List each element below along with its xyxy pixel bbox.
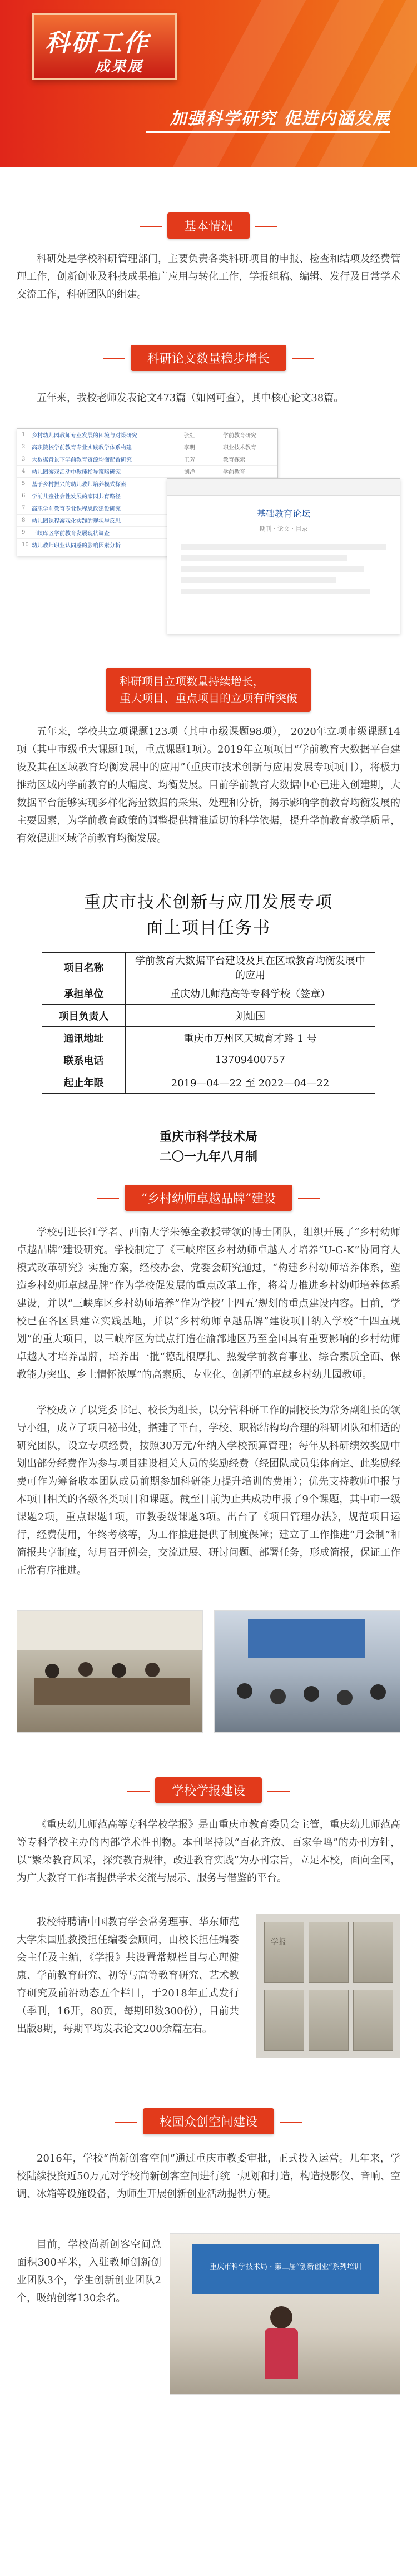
section-badge: 学校学报建设	[155, 1777, 262, 1803]
meeting-photo-1	[17, 1610, 203, 1733]
task-book-key: 联系电话	[42, 1049, 126, 1071]
paper-title[interactable]: 学前儿童社会性发展的家园共育路径	[32, 494, 121, 500]
incubator-text-1: 2016年，学校“尚新创客空间”通过重庆市教委审批，正式投入运营。几年来，学校陆续投资近50万元对学校尚新创客空间进行统一规划和打造，构造投影仪、音响、空调、冰箱等设施设备，为师生开展创新创业活动提供方便。	[17, 2153, 400, 2200]
task-book-row	[42, 1027, 375, 1049]
task-book-issuer: 重庆市科学技术局	[159, 1130, 257, 1144]
paper-number: 10	[22, 542, 29, 548]
incubator-screen	[192, 2244, 379, 2294]
section-badge	[106, 668, 311, 712]
paper-number: 1	[22, 432, 26, 438]
task-book	[22, 890, 395, 1167]
task-book-row	[42, 953, 375, 982]
task-book-value: 刘灿国	[126, 1005, 375, 1027]
section-journal-header	[0, 1777, 417, 1803]
paper-journal: 职业技术教育	[223, 445, 256, 451]
task-book-key: 项目负责人	[42, 1005, 126, 1027]
photo-screen	[248, 1619, 365, 1658]
paper-journal: 学前教育	[223, 469, 245, 476]
task-book-title-2: 面上项目任务书	[146, 918, 271, 938]
placeholder-line	[181, 544, 386, 550]
paper-author: 刘洋	[184, 469, 195, 476]
photo-person	[337, 1690, 353, 1705]
banner-slogan-underline	[146, 131, 390, 133]
journal-book	[309, 1990, 349, 2051]
section-basic-header	[0, 212, 417, 239]
placeholder-line	[181, 589, 370, 594]
task-book-value: 重庆市万州区天城育才路 1 号	[126, 1027, 375, 1049]
paper-title[interactable]: 基于乡村振兴的幼儿教师培养模式探索	[32, 482, 126, 488]
basic-text: 科研处是学校科研管理部门，主要负责各类科研项目的申报、检查和结项及经费管理工作，创新创业及科技成果推广应用与转化工作，学报组稿、编辑、发行及日常学术交流工作，科研团队的组建。	[17, 253, 400, 300]
incubator-photo	[170, 2233, 400, 2395]
paper-number: 4	[22, 468, 26, 474]
task-book-key: 承担单位	[42, 982, 126, 1005]
paper-journal: 教育探索	[223, 457, 245, 463]
paper-author: 张红	[184, 433, 195, 439]
paper-title[interactable]: 幼儿园课程游戏化实践的现状与反思	[32, 518, 121, 525]
task-book-value: 重庆幼儿师范高等专科学校（签章）	[126, 982, 375, 1005]
projects-text: 五年来，学校共立项课题123项（其中市级课题98项）， 2020年立项市级课题14项（其中市级重大课题1项，重点课题1项）。2019年立项项目“学前教育大数据平台建设及其在区域教育均衡发展中的应用”（重庆市技术创新与应用发展专项项目），将极力推动区域内学前教育的大幅度、均衡发展。目前学前教育大数据中心已进入创建期，大数据平台能够实现多样化海量数据的采集、处理和分析，揭示影响学前教育均衡发展的主要因素，为学前教育政策的调整提供精准适切的科学依据，提升学前教育教学质量，有效促进区域学前教育均衡发展。	[17, 726, 400, 844]
section-badge: 校园众创空间建设	[143, 2108, 274, 2134]
banner-title-box	[32, 13, 177, 80]
meeting-photo-2	[214, 1610, 400, 1733]
photo-speaker	[270, 2306, 292, 2328]
section-incubator-header	[0, 2108, 417, 2134]
brand-text-1: 学校引进长江学者、西南大学朱德全教授带领的博士团队，组织开展了“乡村幼师卓越品牌”建设研究。学校制定了《三峡库区乡村幼师卓越人才培养“U-G-K”协同育人模式改革研究》实施方案，经校办会、党委会研究通过，“构建乡村幼师培养体系，塑造乡村幼师卓越品牌”作为学校促发展的重点改革工作，将着力推进乡村幼师培养体系建设，并以“三峡库区乡村幼师培养”作为学校‘十四五’规划的重点建设内容。目前，学校已在各区县建立实践基地，并以“乡村幼师卓越品牌”建设项目纳入学校“十四五规划”的重大项目，以三峡库区为试点打造在渝部地区乃至全国具有重要影响的乡村幼师卓越人才培养品牌，培养出一批“德乱根厚扎、热爱学前教育事业、综合素质全面、保教能力突出、乡土情怀浓厚”的高素质、专业化、创新型的卓越乡村幼儿园教师。	[17, 1227, 400, 1381]
paper-title[interactable]: 高职学前教育专业课程思政建设研究	[32, 506, 121, 512]
journal-book	[353, 1922, 393, 1983]
banner-slogan: 加强科学研究 促进内涵发展	[170, 109, 390, 128]
paper-title[interactable]: 幼儿园游戏活动中教师指导策略研究	[32, 469, 121, 476]
photo-person	[145, 1663, 160, 1677]
paper-row[interactable]	[17, 453, 277, 466]
paper-journal: 学前教育研究	[223, 433, 256, 439]
brand-text-2: 学校成立了以党委书记、校长为组长，以分管科研工作的副校长为常务副组长的领导小组，成立了项目秘书处，搭建了平台，学校、职称结构均合理的科研团队和相适的研究团队，设立专项经费，按照30万元/年纳入学校预算管理；每年从科研绩效奖励中划出部分经费作为参与项目建设相关人员的奖励经费（经团队成员集体商定、此奖励经费可作为筹备收本团队成员前期参加科研能力提升培训的费用）；优先支持教师申报与本项目相关的各级各类项目和课题。截至目前为止共成功申报了9个课题，其中市一级课题2项，重点课题1项，市教委级课题3项。出台了《项目管理办法》，规范项目运行，经费使用，年终考核等，为工作推进提供了制度保障；建立了工作推进“月会制”和简报共享制度，每月召开例会，交流进展、研讨问题、部署任务，形成简报，保证工作正常有序推进。	[17, 1405, 400, 1576]
paper-title[interactable]: 大数据背景下学前教育资源均衡配置研究	[32, 457, 132, 463]
paper-row[interactable]	[17, 466, 277, 478]
paper-number: 9	[22, 530, 26, 536]
paper-number: 6	[22, 493, 26, 499]
task-book-date: 二〇一九年八月制	[159, 1150, 257, 1164]
photo-person	[78, 1662, 93, 1677]
photo-person	[270, 1689, 286, 1704]
section-badge: “乡村幼师卓越品牌”建设	[125, 1185, 293, 1211]
incubator-screen-text: 重庆市科学技术局 · 第二届“创新创业”系列培训	[210, 2263, 361, 2271]
journal-book-label: 学报	[271, 1938, 286, 1947]
header-banner	[0, 0, 417, 167]
journal-book	[309, 1922, 349, 1983]
task-book-key: 起止年限	[42, 1071, 126, 1094]
section-badge: 基本情况	[167, 212, 250, 239]
paper-number: 2	[22, 444, 26, 450]
journal-toolbar	[167, 479, 400, 496]
paper-number: 5	[22, 481, 26, 487]
paper-title[interactable]: 乡村幼儿园教师专业发展的困境与对策研究	[32, 433, 137, 439]
paper-number: 3	[22, 456, 26, 462]
paper-title[interactable]: 幼儿教师职业认同感的影响因素分析	[32, 543, 121, 549]
task-book-title-1: 重庆市技术创新与应用发展专项	[84, 893, 333, 912]
task-book-key: 项目名称	[42, 953, 126, 982]
task-book-row	[42, 1049, 375, 1071]
papers-text: 五年来，我校老师发表论文473篇（如网可查），其中核心论文38篇。	[37, 392, 344, 404]
incubator-text-2: 目前，学校尚新创客空间总面积300平米，入驻教师创新创业团队3个，学生创新创业团队2个，吸纳创客130余名。	[17, 2239, 161, 2304]
section-badge: 科研论文数量稳步增长	[131, 345, 286, 371]
paper-row[interactable]	[17, 429, 277, 441]
task-book-value: 2019—04—22 至 2022—04—22	[126, 1071, 375, 1094]
journal-book	[264, 1922, 304, 1983]
task-book-row	[42, 1005, 375, 1027]
journal-text-1: 《重庆幼儿师范高等专科学校学报》是由重庆市教育委员会主管，重庆幼儿师范高等专科学校主办的内部学术性刊物。本刊坚持以“百花齐放、百家争鸣”的办刊方针，以“繁荣教育风采，探究教育规律，改进教育实践”为办刊宗旨，立足本校，面向全国，为广大教育工作者提供学术交流与展示、服务与借鉴的平台。	[17, 1819, 400, 1884]
paper-row[interactable]	[17, 441, 277, 453]
photo-person	[304, 1686, 319, 1702]
photo-table	[34, 1678, 190, 1705]
journal-screenshot	[167, 478, 400, 634]
paper-author: 李明	[184, 445, 195, 451]
task-book-key: 通讯地址	[42, 1027, 126, 1049]
section-projects-header	[0, 668, 417, 712]
task-book-table	[42, 952, 375, 1094]
photo-wall	[17, 1611, 203, 1650]
task-book-value: 学前教育大数据平台建设及其在区域教育均衡发展中的应用	[126, 953, 375, 982]
journal-books-photo	[256, 1914, 400, 2058]
task-book-row	[42, 1071, 375, 1094]
journal-book	[353, 1990, 393, 2051]
banner-title: 科研工作	[45, 29, 150, 57]
placeholder-line	[181, 566, 364, 572]
photo-person	[237, 1683, 252, 1699]
paper-number: 8	[22, 517, 26, 523]
paper-number: 7	[22, 505, 26, 511]
projects-heading-line1: 科研项目立项数量持续增长，	[120, 675, 264, 688]
journal-book	[264, 1990, 304, 2051]
paper-author: 王芳	[184, 457, 195, 463]
photo-person	[45, 1664, 59, 1678]
section-papers-header	[0, 345, 417, 371]
journal-caption: 期刊 · 论文 · 目录	[259, 525, 308, 532]
task-book-value: 13709400757	[126, 1049, 375, 1071]
photo-person	[112, 1663, 126, 1678]
journal-name: 基础教育论坛	[256, 508, 310, 519]
task-book-row	[42, 982, 375, 1005]
journal-text-2: 我校特聘请中国教育学会常务理事、华东师范大学朱国胜教授担任编委会顾问，由校长担任编委会主任及主编，《学报》共设置常规栏目与心理健康、学前教育研究、初等与高等教育研究、艺术教育研究及前沿动态五个栏目，于2018年正式发行（季刊，16开，80页，每期印数300份），目前共出版8期，每期平均发表论文200余篇左右。	[17, 1916, 239, 2035]
placeholder-line	[181, 577, 336, 583]
photo-speaker-body	[265, 2328, 298, 2379]
placeholder-line	[181, 555, 348, 561]
projects-heading-line2: 重大项目、重点项目的立项有所突破	[120, 691, 297, 705]
photo-person	[370, 1684, 386, 1700]
paper-title[interactable]: 三峡库区学前教育发展现状调查	[32, 531, 110, 537]
paper-title[interactable]: 高职院校学前教育专业实践教学体系构建	[32, 445, 132, 451]
banner-subtitle: 成果展	[95, 58, 144, 75]
section-brand-header	[0, 1185, 417, 1211]
